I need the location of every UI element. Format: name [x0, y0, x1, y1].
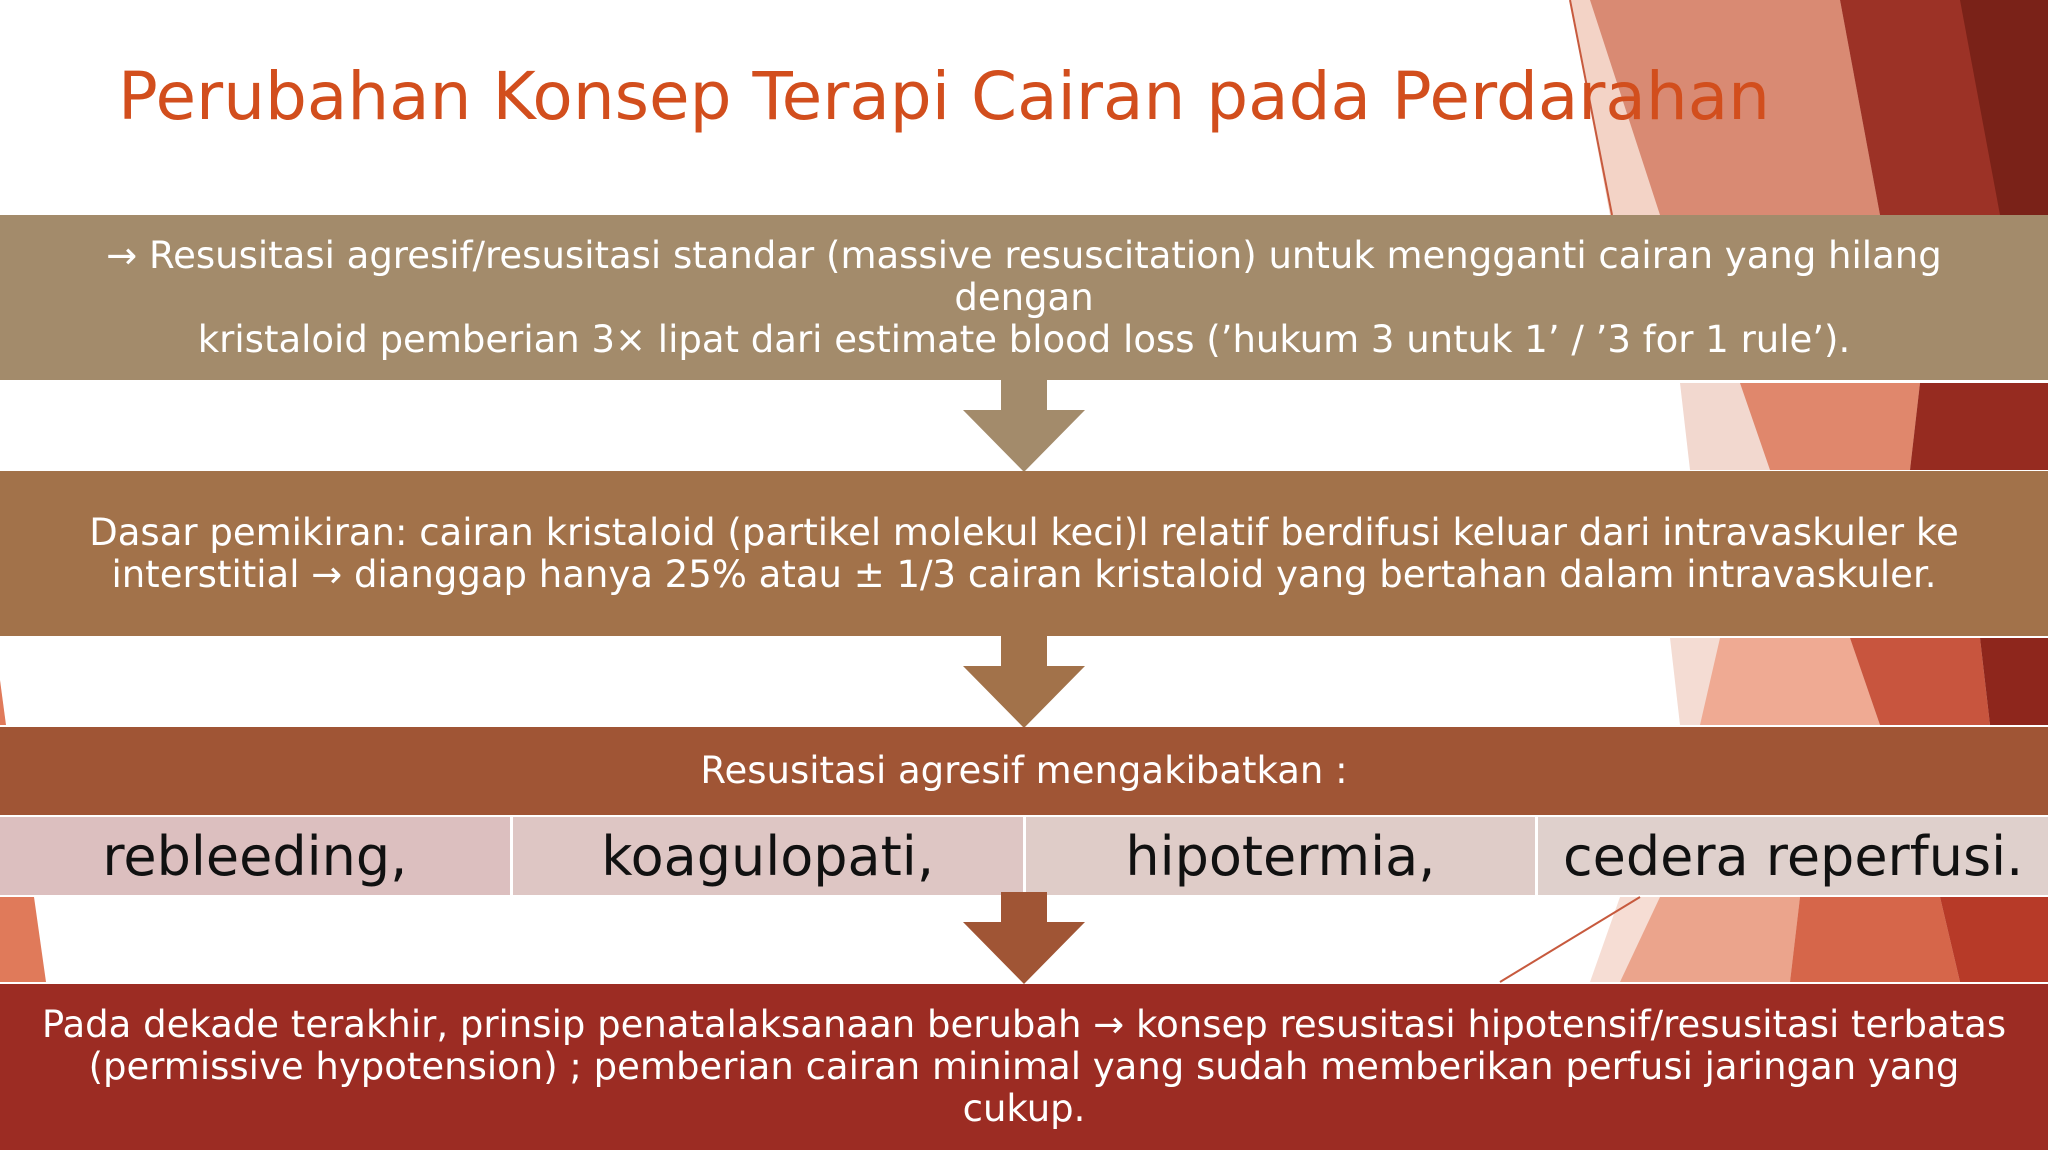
consequences-header-text: Resusitasi agresif mengakibatkan : — [700, 749, 1348, 792]
step-rationale — [0, 471, 2048, 636]
effect-rebleeding: rebleeding, — [0, 817, 510, 895]
slide-title: Perubahan Konsep Terapi Cairan pada Perdarahan — [118, 58, 1770, 135]
effect-hypothermia: hipotermia, — [1026, 817, 1536, 895]
step-consequences-header — [0, 727, 2048, 815]
step-1-line-2: kristaloid pemberian 3× lipat dari estimate blood loss (’hukum 3 untuk 1’ / ’3 for 1 rule’). — [197, 317, 1851, 361]
step-permissive-hypotension — [0, 984, 2048, 1150]
step-4-line-2: (permissive hypotension) ; pemberian cairan minimal yang sudah memberikan perfusi jaringan yang cukup. — [88, 1045, 1960, 1130]
down-arrow-icon — [963, 636, 1085, 728]
down-arrow-icon — [963, 380, 1085, 472]
step-1-line-1: → Resusitasi agresif/resusitasi standar (massive resuscitation) untuk mengganti cairan yang hilang dengan — [106, 233, 1942, 319]
consequences-list — [0, 817, 2048, 895]
step-4-line-1: Pada dekade terakhir, prinsip penatalaksanaan berubah → konsep resusitasi hipotensif/resusitasi terbatas — [41, 1003, 2007, 1046]
down-arrow-icon — [963, 892, 1085, 984]
step-2-line-1: Dasar pemikiran: cairan kristaloid (partikel molekul keci)l relatif berdifusi keluar dari intravaskuler ke — [89, 510, 1959, 554]
effect-coagulopathy: koagulopati, — [513, 817, 1023, 895]
effect-reperfusion-injury: cedera reperfusi. — [1538, 817, 2048, 895]
step-2-line-2: interstitial → dianggap hanya 25% atau ± 1/3 cairan kristaloid yang bertahan dalam intravaskuler. — [111, 552, 1937, 596]
step-aggressive-resuscitation — [0, 215, 2048, 380]
